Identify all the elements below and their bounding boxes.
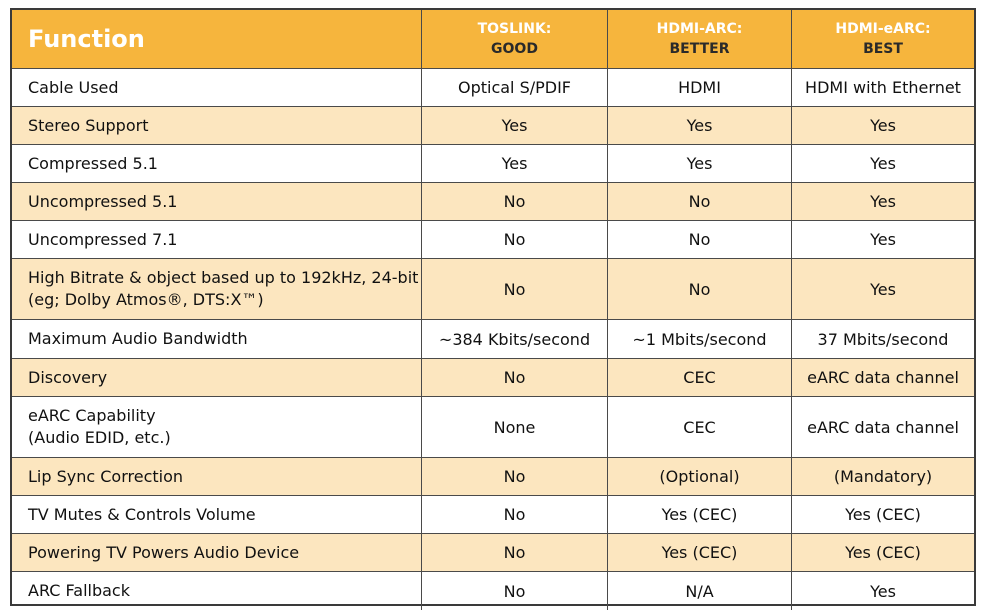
cell-toslink: No bbox=[422, 572, 608, 610]
cell-toslink: None bbox=[422, 397, 608, 457]
row-function: Uncompressed 7.1 bbox=[12, 221, 422, 258]
cell-toslink: No bbox=[422, 534, 608, 571]
cell-hdmi-earc: Yes bbox=[870, 279, 896, 299]
row-function: Discovery bbox=[12, 359, 422, 396]
cell-hdmi-earc: 37 Mbits/second bbox=[817, 329, 949, 349]
cell-hdmi-arc: No bbox=[608, 259, 792, 319]
row-function: Cable Used bbox=[12, 69, 422, 106]
cell-hdmi-arc: Yes bbox=[608, 145, 792, 182]
table-row bbox=[12, 397, 974, 458]
row-function: Compressed 5.1 bbox=[12, 145, 422, 182]
row-function-main: eARC Capability bbox=[28, 406, 156, 425]
header-hdmi-arc-tier: BETTER bbox=[669, 41, 730, 57]
cell-hdmi-arc: CEC bbox=[608, 359, 792, 396]
table-row bbox=[12, 221, 974, 259]
header-hdmi-arc bbox=[608, 10, 792, 68]
cell-hdmi-arc: N/A bbox=[608, 572, 792, 610]
header-toslink-name: TOSLINK: bbox=[477, 21, 552, 37]
cell-toslink: No bbox=[422, 183, 608, 220]
row-function: Lip Sync Correction bbox=[12, 458, 422, 495]
table-row bbox=[12, 145, 974, 183]
row-function: Maximum Audio Bandwidth bbox=[12, 320, 422, 358]
table-row bbox=[12, 572, 974, 610]
cell-hdmi-earc: eARC data channel bbox=[807, 417, 959, 437]
row-function: Stereo Support bbox=[12, 107, 422, 144]
cell-hdmi-earc: Yes (CEC) bbox=[845, 543, 921, 562]
cell-toslink: No bbox=[422, 259, 608, 319]
cell-hdmi-arc: Yes (CEC) bbox=[608, 534, 792, 571]
table-header-row bbox=[12, 10, 974, 69]
table-row bbox=[12, 359, 974, 397]
row-function-main: High Bitrate & object based up to 192kHz, 24-bit bbox=[28, 268, 419, 287]
header-function: Function bbox=[12, 10, 422, 68]
cell-hdmi-arc: Yes bbox=[608, 107, 792, 144]
row-function: TV Mutes & Controls Volume bbox=[12, 496, 422, 533]
cell-toslink: No bbox=[422, 221, 608, 258]
cell-hdmi-earc: Yes bbox=[870, 154, 896, 173]
row-function: Powering TV Powers Audio Device bbox=[12, 534, 422, 571]
row-function bbox=[12, 259, 422, 319]
header-toslink bbox=[422, 10, 608, 68]
cell-hdmi-earc: HDMI with Ethernet bbox=[805, 78, 961, 97]
header-toslink-tier: GOOD bbox=[491, 41, 538, 57]
cell-hdmi-earc: (Mandatory) bbox=[833, 467, 933, 486]
cell-hdmi-earc: eARC data channel bbox=[807, 368, 959, 387]
cell-hdmi-arc: CEC bbox=[608, 397, 792, 457]
cell-toslink: Yes bbox=[422, 145, 608, 182]
header-hdmi-earc bbox=[792, 10, 974, 68]
cell-hdmi-arc: (Optional) bbox=[608, 458, 792, 495]
cell-toslink: Yes bbox=[422, 107, 608, 144]
comparison-table bbox=[10, 8, 976, 606]
row-function bbox=[12, 397, 422, 457]
cell-toslink: Optical S/PDIF bbox=[422, 69, 608, 106]
row-function: Uncompressed 5.1 bbox=[12, 183, 422, 220]
table-row bbox=[12, 183, 974, 221]
header-hdmi-earc-tier: BEST bbox=[863, 41, 903, 57]
header-hdmi-arc-name: HDMI-ARC: bbox=[656, 21, 743, 37]
table-row bbox=[12, 320, 974, 359]
row-function: ARC Fallback bbox=[12, 572, 422, 610]
table-row bbox=[12, 458, 974, 496]
cell-hdmi-earc: Yes bbox=[870, 230, 896, 249]
cell-hdmi-earc: Yes bbox=[870, 581, 896, 601]
cell-hdmi-earc: Yes (CEC) bbox=[845, 505, 921, 524]
table-row bbox=[12, 496, 974, 534]
cell-toslink: ~384 Kbits/second bbox=[422, 320, 608, 358]
row-function-sub: (Audio EDID, etc.) bbox=[28, 428, 171, 447]
cell-hdmi-earc: Yes bbox=[870, 116, 896, 135]
row-function-sub: (eg; Dolby Atmos®, DTS:X™) bbox=[28, 290, 264, 309]
cell-hdmi-earc: Yes bbox=[870, 192, 896, 211]
cell-hdmi-arc: HDMI bbox=[608, 69, 792, 106]
table-row bbox=[12, 259, 974, 320]
table-row bbox=[12, 534, 974, 572]
cell-hdmi-arc: No bbox=[608, 221, 792, 258]
cell-toslink: No bbox=[422, 359, 608, 396]
table-row bbox=[12, 107, 974, 145]
cell-hdmi-arc: Yes (CEC) bbox=[608, 496, 792, 533]
cell-hdmi-arc: No bbox=[608, 183, 792, 220]
table-row bbox=[12, 69, 974, 107]
cell-toslink: No bbox=[422, 496, 608, 533]
header-hdmi-earc-name: HDMI-eARC: bbox=[835, 21, 931, 37]
cell-toslink: No bbox=[422, 458, 608, 495]
cell-hdmi-arc: ~1 Mbits/second bbox=[608, 320, 792, 358]
